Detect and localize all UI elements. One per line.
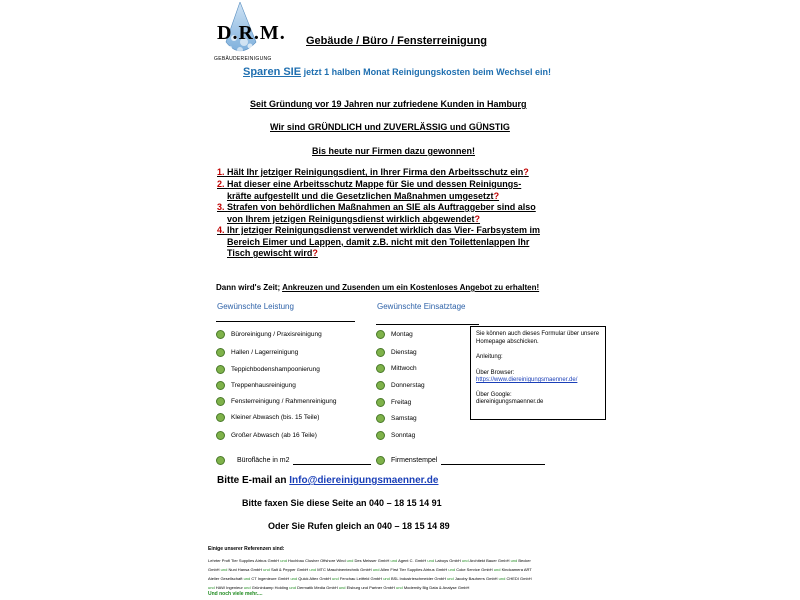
homepage-link[interactable]: https://www.diereinigungsmaenner.de/ — [476, 377, 578, 383]
question-text: Bereich Eimer und Lappen, damit z.B. nicht mit den Toilettenlappen Ihr — [227, 236, 530, 247]
question-mark: ? — [493, 190, 500, 201]
service-label: Teppichbodenshampoonierung — [231, 366, 320, 373]
reference-name: MTC Maschinentechnik GmbH — [317, 567, 372, 572]
question-text: kräfte aufgestellt und die Gesetzlichen Maßnahmen umgesetzt — [227, 190, 494, 201]
service-option[interactable] — [216, 431, 317, 440]
area-field[interactable] — [216, 456, 371, 465]
radio-circle-icon[interactable] — [216, 397, 225, 406]
day-label: Dienstag — [391, 349, 417, 356]
references-list — [208, 556, 538, 592]
reference-separator: und — [492, 567, 502, 572]
promo-lead: Sparen SIE — [243, 66, 302, 78]
call-to-action — [216, 283, 539, 292]
radio-circle-icon[interactable] — [376, 414, 385, 423]
promo-line — [243, 66, 551, 78]
email-line — [217, 475, 438, 486]
fax-line: Bitte faxen Sie diese Seite an 040 – 18 15 14 91 — [242, 498, 442, 508]
reference-name: Architekt Bauer GmbH — [469, 558, 510, 563]
service-label: Fensterreinigung / Rahmenreinigung — [231, 398, 337, 405]
reference-separator: und — [389, 558, 399, 563]
days-heading: Gewünschte Einsatztage — [377, 302, 466, 311]
reference-name: Dermatik Media GmbH — [297, 585, 338, 590]
email-label: Bitte E-mail an — [217, 475, 287, 486]
phone-line: Oder Sie Rufen gleich an 040 – 18 15 14 89 — [268, 521, 450, 531]
reference-name: CHEDI GmbH — [506, 576, 532, 581]
question-number: 2. — [217, 179, 225, 189]
info-google-term: diereinigungsmaenner.de — [476, 399, 544, 405]
radio-circle-icon[interactable] — [376, 398, 385, 407]
reference-name: Quick Altex GmbH — [298, 576, 331, 581]
radio-circle-icon[interactable] — [216, 381, 225, 390]
reference-separator: und — [262, 567, 271, 572]
reference-separator: und — [308, 567, 318, 572]
references-more: Und noch viele mehr.... — [208, 591, 263, 597]
radio-circle-icon[interactable] — [216, 456, 225, 465]
radio-circle-icon[interactable] — [216, 431, 225, 440]
day-label: Montag — [391, 331, 413, 338]
service-label: Hallen / Lagerreinigung — [231, 349, 299, 356]
reference-separator: und — [208, 585, 216, 590]
reference-separator: und — [497, 576, 507, 581]
reference-separator: und — [509, 558, 519, 563]
question-text: Ihr jetziger Reinigungsdienst verwendet wirklich das Vier- Farbsystem im — [227, 225, 540, 235]
question-number: 1. — [217, 167, 225, 177]
reference-separator: und — [279, 558, 289, 563]
reference-name: Fenchau Leitfeld GmbH — [339, 576, 383, 581]
cta-text: Ankreuzen und Zusenden um ein Kostenloses Angebot zu erhalten! — [282, 283, 540, 292]
homepage-info-box — [470, 326, 606, 420]
reference-separator: und — [426, 558, 436, 563]
question-text: Hat dieser eine Arbeitsschutz Mappe für Sie und dessen Reinigungs- — [227, 179, 522, 189]
reference-name: Modernity Big Data & Analyse GmbH — [403, 585, 470, 590]
question-number: 3. — [217, 202, 225, 212]
reference-name: Agent C. GmbH — [398, 558, 427, 563]
reference-name: Nuni Hansa GmbH — [228, 567, 263, 572]
day-label: Sonntag — [391, 432, 416, 439]
cta-lead: Dann wird's Zeit; — [216, 283, 281, 292]
reference-name: Elsburg und Partner GmbH — [346, 585, 395, 590]
email-link[interactable]: Info@diereinigungsmaenner.de — [289, 475, 439, 486]
day-option[interactable] — [376, 414, 417, 423]
day-label: Freitag — [391, 399, 412, 406]
reference-name: Jacoby Bauherrs GmbH — [454, 576, 498, 581]
radio-circle-icon[interactable] — [376, 431, 385, 440]
day-label: Donnerstag — [391, 382, 425, 389]
question-2 — [217, 179, 597, 202]
reference-name: Laboys GmbH — [435, 558, 461, 563]
reference-name: Kindcamera ART Atelier Gesellschaft — [208, 567, 532, 581]
radio-circle-icon[interactable] — [376, 456, 385, 465]
reference-separator: und — [460, 558, 470, 563]
area-label: Bürofläche in m2 — [237, 457, 290, 464]
question-mark: ? — [523, 167, 529, 177]
logo-subtitle: GEBÄUDEREINIGUNG — [214, 56, 272, 62]
service-option[interactable] — [216, 348, 298, 357]
day-label: Mittwoch — [391, 365, 417, 372]
radio-circle-icon[interactable] — [376, 348, 385, 357]
day-option[interactable] — [376, 364, 417, 373]
service-label: Kleiner Abwasch (bis. 15 Teile) — [231, 414, 320, 421]
references-title: Einige unserer Referenzen sind: — [208, 546, 285, 552]
day-option[interactable] — [376, 330, 413, 339]
reference-separator: und — [289, 576, 299, 581]
service-option[interactable] — [216, 397, 337, 406]
info-guide: Anleitung: — [476, 354, 503, 360]
reference-separator: und — [242, 576, 252, 581]
info-browser-label: Über Browser: — [476, 369, 515, 376]
service-option[interactable] — [216, 365, 320, 374]
reference-separator: und — [219, 567, 229, 572]
reference-separator: und — [447, 567, 457, 572]
service-option[interactable] — [216, 413, 319, 422]
reference-separator: und — [345, 558, 355, 563]
question-text: von Ihrem jetzigen Reinigungsdienst wirklich abgewendet — [227, 213, 475, 224]
radio-circle-icon[interactable] — [216, 330, 225, 339]
question-text: Strafen von behördlichen Maßnahmen an SIE als Auftraggeber sind also — [227, 202, 536, 212]
radio-circle-icon[interactable] — [216, 348, 225, 357]
page-title: Gebäude / Büro / Fensterreinigung — [306, 35, 487, 47]
services-heading: Gewünschte Leistung — [217, 302, 294, 311]
reference-name: CT Ingenieure GmbH — [251, 576, 290, 581]
reference-separator: und — [337, 585, 347, 590]
question-text: Tisch gewischt wird — [227, 248, 313, 258]
reference-separator: und — [445, 576, 455, 581]
stamp-field[interactable] — [376, 456, 545, 465]
reference-name: Coke Service GmbH — [456, 567, 493, 572]
reference-name: Lehrter Profi Tier Supplies Airbus GmbH — [208, 558, 280, 563]
reference-name: Allen First Tier Supplies Airbus GmbH — [380, 567, 448, 572]
reference-name: Grüninkamp Holding — [251, 585, 289, 590]
question-3 — [217, 202, 597, 225]
day-option[interactable] — [376, 431, 415, 440]
day-option[interactable] — [376, 381, 425, 390]
reference-separator: und — [288, 585, 298, 590]
service-option[interactable] — [216, 330, 322, 339]
radio-circle-icon[interactable] — [376, 330, 385, 339]
reference-separator: und — [242, 585, 252, 590]
reference-name: Salt & Pepper GmbH — [270, 567, 309, 572]
radio-circle-icon[interactable] — [216, 413, 225, 422]
reference-separator: und — [371, 567, 381, 572]
reference-name: Becker GmbH — [208, 558, 531, 572]
question-1 — [217, 167, 597, 179]
reference-name: BSL Industrieschmeider GmbH — [390, 576, 446, 581]
reference-separator: und — [382, 576, 391, 581]
question-mark: ? — [312, 248, 318, 258]
question-4 — [217, 225, 597, 260]
info-intro: Sie können auch dieses Formular über unsere Homepage abschicken. — [476, 331, 600, 345]
question-mark: ? — [474, 213, 481, 224]
question-number: 4. — [217, 225, 225, 235]
radio-circle-icon[interactable] — [376, 364, 385, 373]
question-text: Hält Ihr jetziger Reinigungsdient, in Ihrer Firma den Arbeitsschutz ein — [227, 167, 524, 177]
claim-growth: Bis heute nur Firmen dazu gewonnen! — [312, 146, 476, 156]
reference-name: HAW Ingenieur — [215, 585, 243, 590]
info-google-label: Über Google: — [476, 391, 512, 398]
day-option[interactable] — [376, 348, 417, 357]
promo-text: jetzt 1 halben Monat Reinigungskosten beim Wechsel ein! — [303, 67, 551, 77]
service-label: Großer Abwasch (ab 16 Teile) — [231, 432, 317, 439]
day-label: Samstag — [391, 415, 417, 422]
services-heading-rule — [216, 321, 355, 322]
claim-founding: Seit Gründung vor 19 Jahren nur zufriedene Kunden in Hamburg — [250, 99, 527, 109]
stamp-input-line[interactable] — [441, 456, 545, 465]
service-label: Büroreinigung / Praxisreinigung — [231, 331, 322, 338]
area-input-line[interactable] — [293, 456, 371, 465]
logo-name: D.R.M. — [217, 22, 286, 44]
radio-circle-icon[interactable] — [376, 381, 385, 390]
reference-separator: und — [330, 576, 340, 581]
service-label: Treppenhausreinigung — [231, 382, 296, 389]
service-option[interactable] — [216, 381, 296, 390]
reference-separator: und — [394, 585, 404, 590]
reference-name: Hochbau Clusher Offshore Wind — [288, 558, 346, 563]
stamp-label: Firmenstempel — [391, 457, 438, 464]
radio-circle-icon[interactable] — [216, 365, 225, 374]
claim-quality: Wir sind GRÜNDLICH und ZUVERLÄSSIG und GÜNSTIG — [270, 122, 510, 132]
day-option[interactable] — [376, 398, 411, 407]
days-heading-rule — [376, 324, 479, 325]
reference-name: Des Meisser GmbH — [354, 558, 390, 563]
